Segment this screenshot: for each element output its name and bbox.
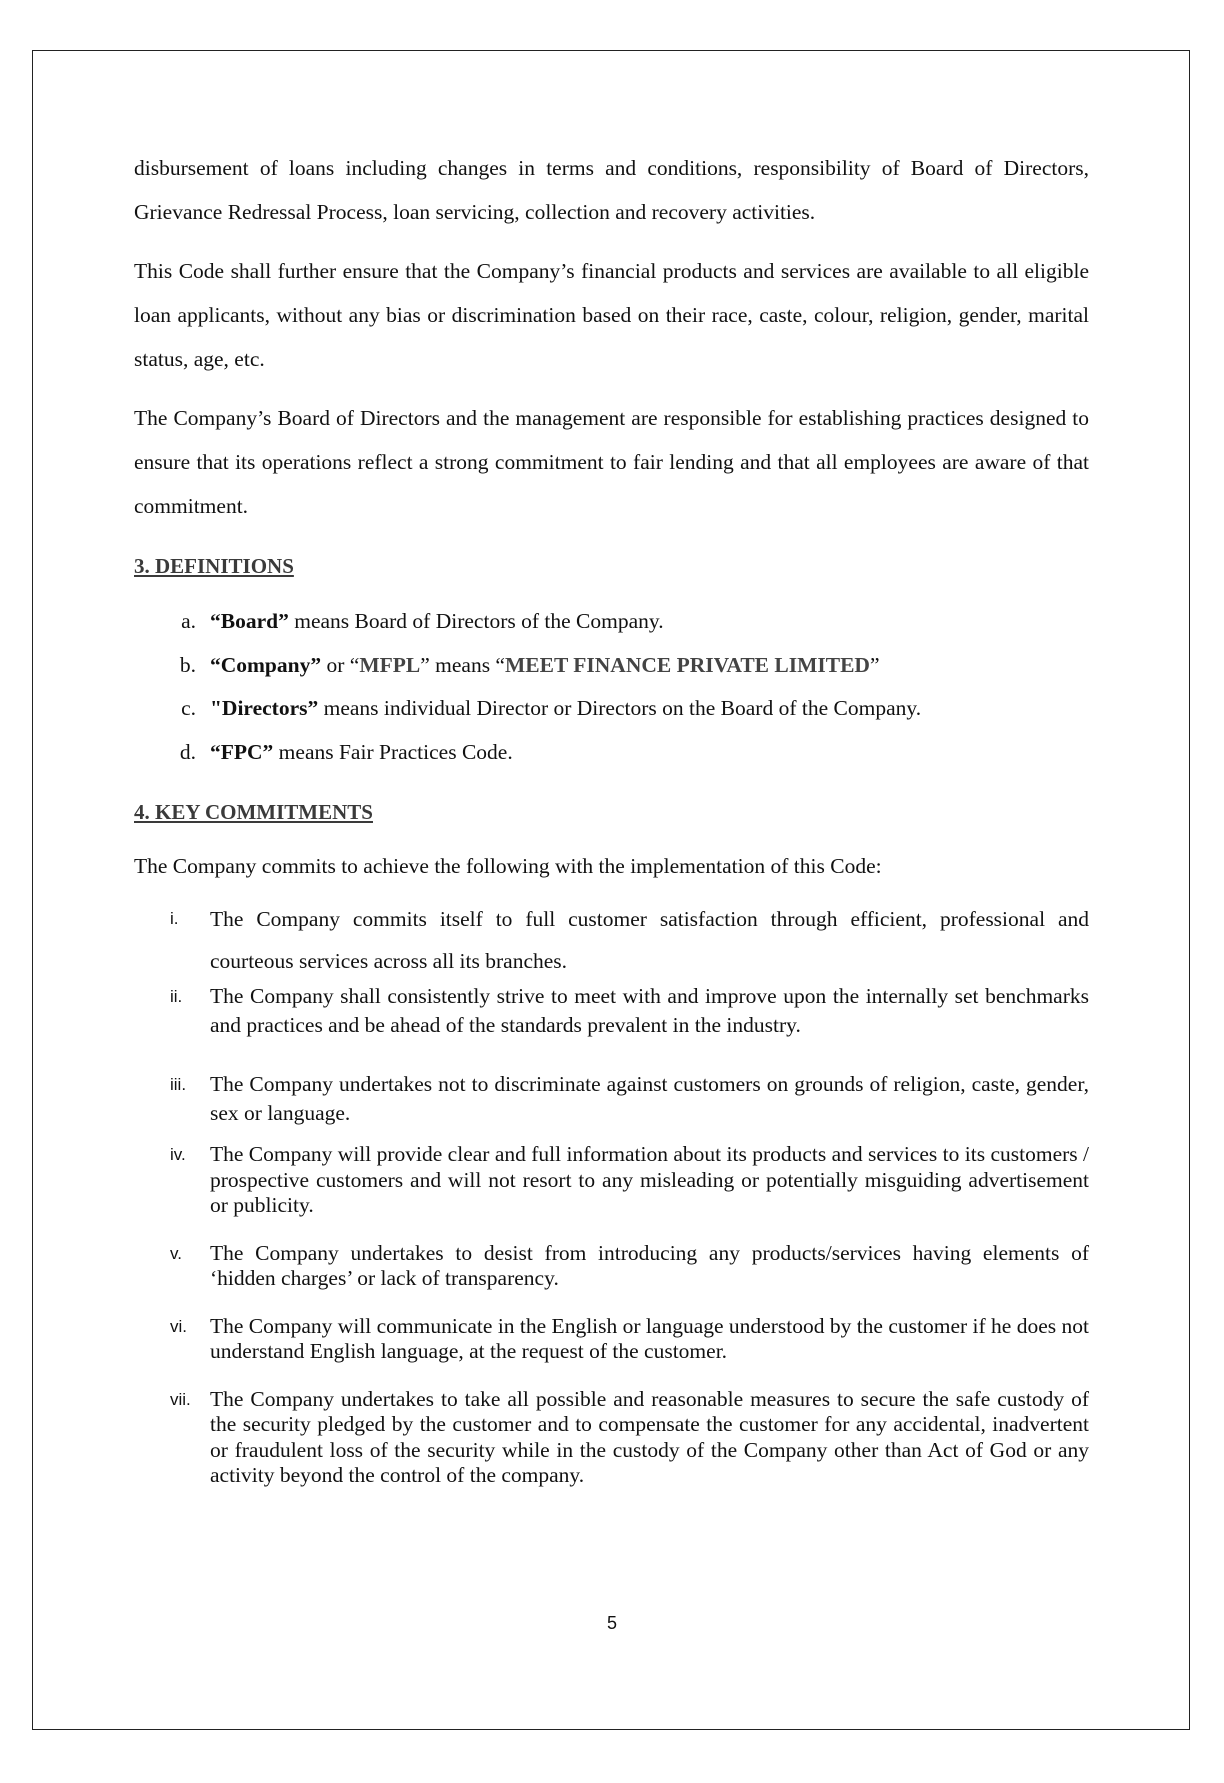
commitments-list [134,898,1089,1489]
commitment-text: The Company will provide clear and full information about its products and services to its customers / prospective customers and will not resort to any misleading or potentially misguiding advertisement or publicity. [210,1142,1089,1217]
commitment-text: The Company will communicate in the English or language understood by the customer if he does not understand English language, at the request of the customer. [210,1313,1089,1363]
paragraph-board-responsibility: The Company’s Board of Directors and the management are responsible for establishing practices designed to ensure that its operations reflect a strong commitment to fair lending and that all employees are aware of that commitment. [134,406,1089,518]
definition-term: “Board” [210,609,289,633]
commitment-text: The Company undertakes to take all possible and reasonable measures to secure the safe custody of the security pledged by the customer and to compensate the customer for any accidental, inadvertent or fraudulent loss of the security while in the custody of the Company other than Act of God or any activity beyond the control of the company. [210,1386,1089,1487]
commitment-marker: vii. [170,1389,191,1409]
definition-marker: b. [179,652,196,677]
commitment-text: The Company commits itself to full customer satisfaction through efficient, professional and courteous services across all its branches. [210,907,1089,973]
paragraph-scope-continued: disbursement of loans including changes in terms and conditions, responsibility of Board of Directors, Grievance Redressal Process, loan servicing, collection and recovery activities. [134,156,1089,224]
commitment-item [134,1241,1089,1292]
definition-term: "Directors” [210,696,319,720]
commitment-item [134,1070,1089,1128]
commitment-marker: iii. [170,1075,187,1094]
definition-item [134,731,1089,775]
definition-abbreviation: MFPL [359,652,421,677]
commitment-item [134,898,1089,982]
commitment-item [134,982,1089,1040]
commitment-marker: i. [170,909,179,928]
definition-item [134,600,1089,644]
commitment-marker: v. [170,1243,182,1263]
definition-term: “Company” [210,652,322,677]
commitment-item [134,1142,1089,1219]
definitions-heading: 3. DEFINITIONS [134,554,294,578]
definition-end-quote: ” [869,652,880,677]
definition-marker: d. [179,739,196,764]
commitment-marker: ii. [170,987,183,1006]
commitment-text: The Company undertakes not to discriminate against customers on grounds of religion, caste, gender, sex or language. [210,1072,1089,1125]
definition-text: means Fair Practices Code. [273,739,513,764]
key-commitments-heading: 4. KEY COMMITMENTS [134,800,373,824]
definition-text: means Board of Directors of the Company. [288,609,664,633]
definition-means: ” means “ [420,652,505,677]
definition-item [134,687,1089,731]
paragraph-non-discrimination: This Code shall further ensure that the Company’s financial products and services are available to all eligible loan applicants, without any bias or discrimination based on their race, caste, colour, religion, gender, marital status, age, etc. [134,259,1089,371]
company-name: MEET FINANCE PRIVATE LIMITED [504,652,870,677]
definition-marker: c. [181,696,196,720]
definition-or: or “ [321,652,360,677]
definitions-list [134,600,1089,774]
commitment-marker: iv. [170,1145,186,1164]
definition-marker: a. [181,609,196,633]
commitment-text: The Company undertakes to desist from introducing any products/services having elements of ‘hidden charges’ or lack of transparency. [210,1240,1089,1290]
definition-term: “FPC” [210,739,274,764]
document-body [134,146,1089,1489]
key-commitments-intro: The Company commits to achieve the following with the implementation of this Code: [134,854,882,878]
commitment-text: The Company shall consistently strive to meet with and improve upon the internally set benchmarks and practices and be ahead of the standards prevalent in the industry. [210,984,1089,1037]
commitment-item [134,1387,1089,1489]
page-number: 5 [606,1613,617,1633]
commitment-marker: vi. [170,1316,187,1336]
commitment-item [134,1314,1089,1365]
definition-item [134,644,1089,688]
definition-text: means individual Director or Directors on the Board of the Company. [318,696,922,720]
